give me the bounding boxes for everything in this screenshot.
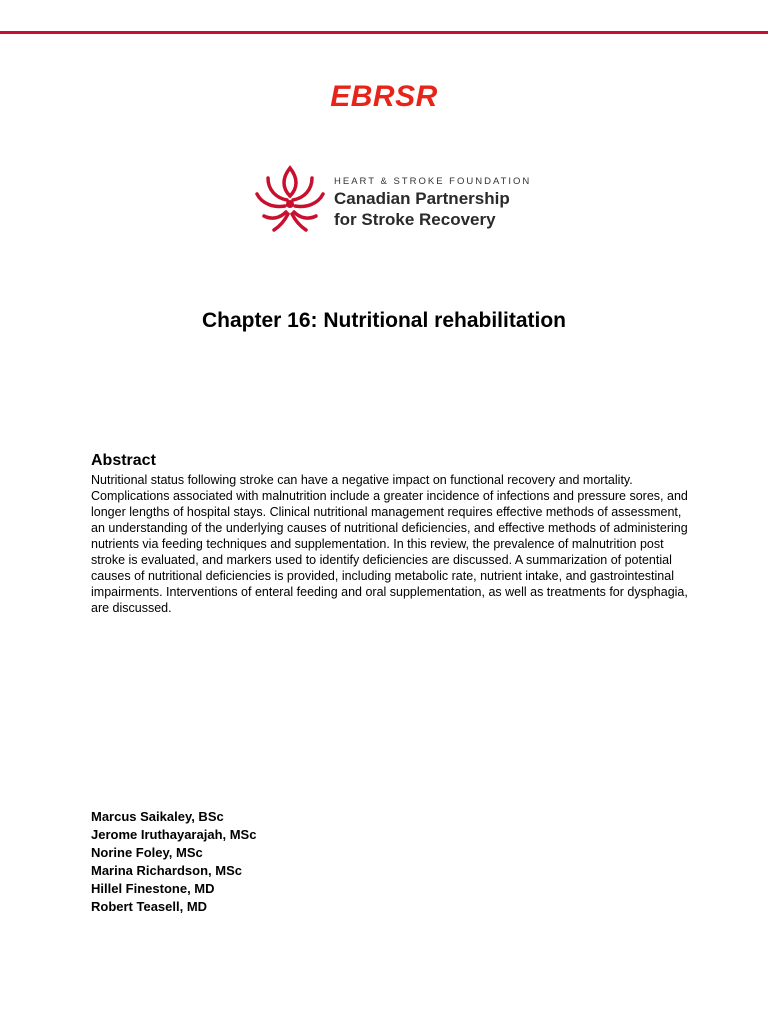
lotus-figure-icon — [252, 160, 328, 236]
logo-wordmark — [334, 176, 532, 229]
partner-logo — [252, 160, 532, 240]
abstract-heading: Abstract — [91, 452, 156, 469]
author-name: Hillel Finestone, MD — [91, 881, 215, 896]
author-name: Marcus Saikaley, BSc — [91, 809, 224, 824]
author-name: Jerome Iruthayarajah, MSc — [91, 827, 257, 842]
chapter-title: Chapter 16: Nutritional rehabilitation — [201, 309, 567, 332]
abstract-body: Nutritional status following stroke can have a negative impact on functional recovery and mortality. Complications associated with malnutrition include a greater incidence of infections and pressure sores, and longer lengths of hospital stays. Clinical nutritional management requires effective methods of assessment, an understanding of the underlying causes of nutritional deficiencies, and effective methods of administering nutrients via feeding techniques and supplementation. In this review, the prevalence of malnutrition post stroke is evaluated, and markers used to identify deficiencies are discussed. A summarization of potential causes of nutritional deficiencies is provided, including metabolic rate, nutrient intake, and gastrointestinal impairments. Interventions of enteral feeding and oral supplementation, as well as treatments for dysphagia, are discussed. — [91, 473, 688, 615]
logo-org-line1: Canadian Partnership — [334, 189, 510, 208]
brand-title: EBRSR — [330, 80, 438, 113]
author-name: Marina Richardson, MSc — [91, 863, 242, 878]
author-name: Robert Teasell, MD — [91, 899, 208, 914]
author-list — [91, 808, 591, 916]
author-name: Norine Foley, MSc — [91, 845, 203, 860]
top-divider-line — [0, 31, 768, 34]
abstract-section — [91, 452, 691, 616]
logo-org-small: HEART & STROKE FOUNDATION — [334, 176, 532, 187]
logo-org-line2: for Stroke Recovery — [334, 210, 496, 229]
